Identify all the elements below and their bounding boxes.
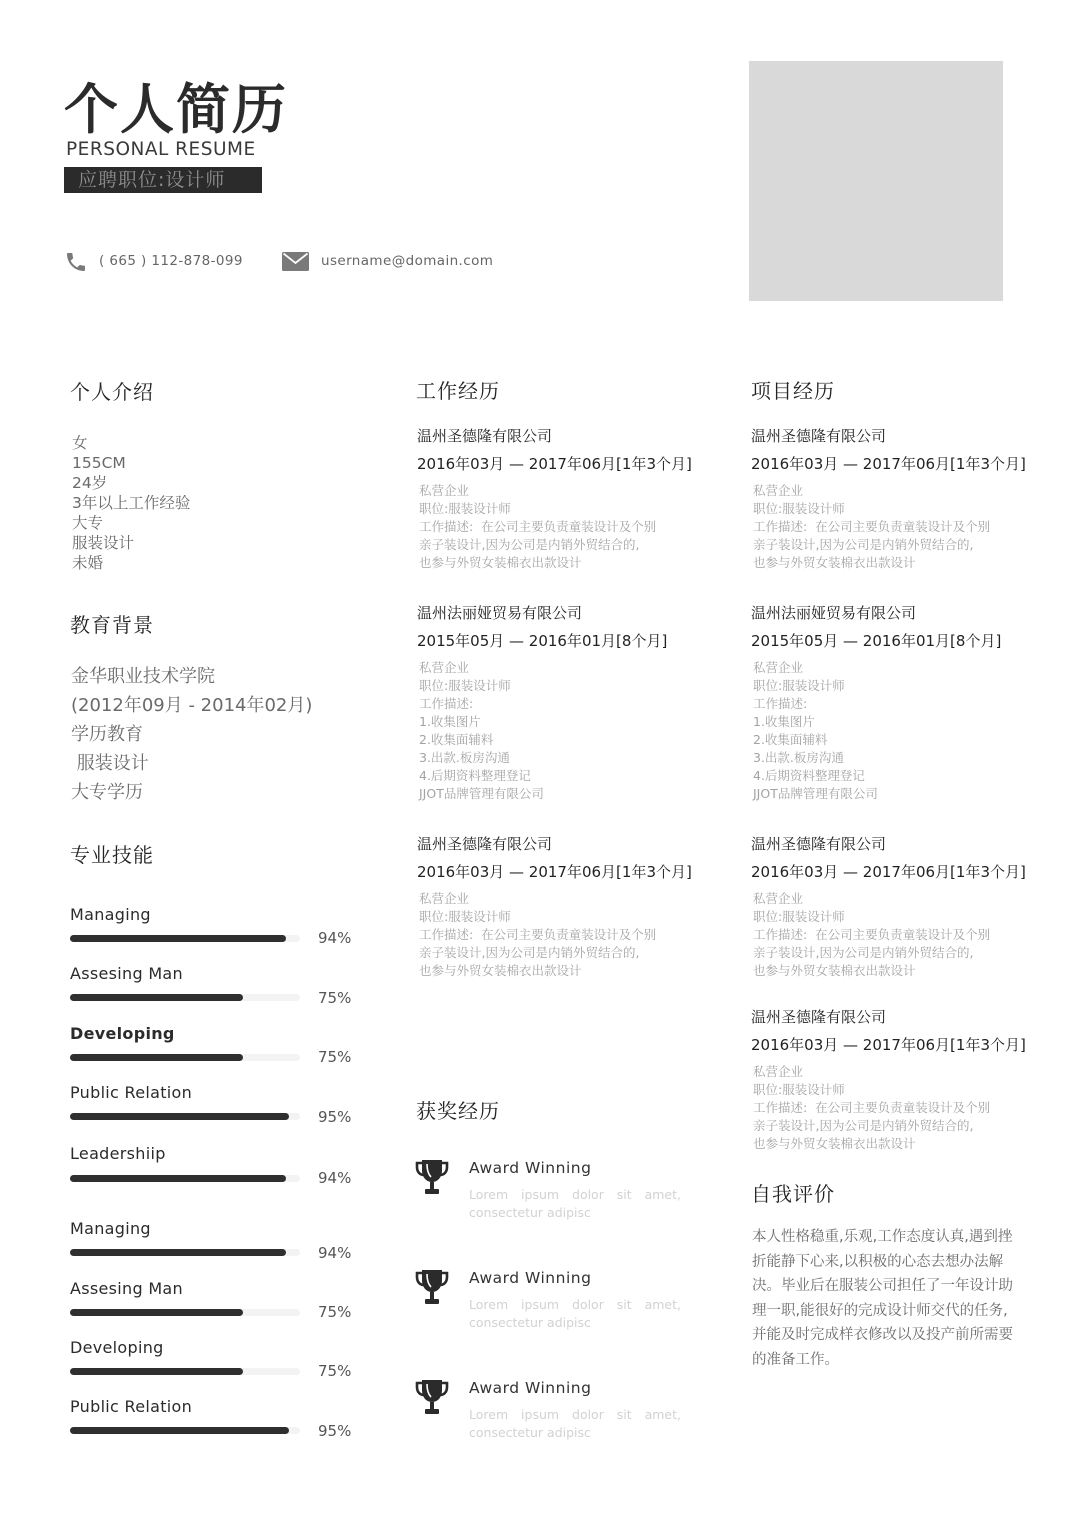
entry-description: [753, 482, 1023, 572]
skill-name: Managing: [70, 905, 151, 924]
resume-subtitle: PERSONAL RESUME: [66, 139, 256, 160]
education-item: 学历教育: [71, 724, 143, 745]
intro-item: 24岁: [72, 474, 108, 492]
trophy-icon: [414, 1378, 450, 1418]
skill-bar-fill: [70, 935, 286, 942]
entry-description: [419, 482, 689, 572]
entry-line: 1.收集图片: [753, 714, 815, 729]
intro-title: 个人介绍: [70, 380, 154, 404]
entry-company: 温州圣德隆有限公司: [751, 1008, 887, 1026]
trophy-icon: [414, 1158, 450, 1198]
skill-name: Assesing Man: [70, 964, 183, 983]
entry-line: 职位:服装设计师: [753, 501, 845, 516]
entry-line: 工作描述: 在公司主要负责童装设计及个别: [419, 927, 657, 942]
entry-date: 2016年03月 — 2017年06月[1年3个月]: [751, 455, 1026, 473]
self-eval-title: 自我评价: [751, 1182, 835, 1206]
entry-line: 亲子装设计,因为公司是内销外贸结合的,: [753, 1118, 974, 1133]
phone-number: ( 665 ) 112-878-099: [99, 253, 243, 269]
skill-percent: 95%: [318, 1108, 352, 1126]
email-icon: [282, 252, 309, 272]
education-item: (2012年09月 - 2014年02月): [71, 695, 313, 716]
entry-description: [419, 890, 689, 980]
entry-line: 职位:服装设计师: [419, 909, 511, 924]
entry-line: 职位:服装设计师: [753, 1082, 845, 1097]
entry-line: 也参与外贸女装棉衣出款设计: [753, 1136, 916, 1151]
intro-item: 大专: [72, 514, 104, 532]
entry-line: 工作描述: 在公司主要负责童装设计及个别: [753, 519, 991, 534]
education-item: 大专学历: [71, 782, 143, 803]
entry-line: 亲子装设计,因为公司是内销外贸结合的,: [753, 537, 974, 552]
entry-line: 亲子装设计,因为公司是内销外贸结合的,: [419, 537, 640, 552]
skill-name: Public Relation: [70, 1397, 193, 1416]
projects-title: 项目经历: [751, 379, 835, 403]
entry-line: 也参与外贸女装棉衣出款设计: [753, 963, 916, 978]
skill-percent: 75%: [318, 1048, 352, 1066]
entry-line: 工作描述: 在公司主要负责童装设计及个别: [419, 519, 657, 534]
award-title: Award Winning: [469, 1269, 592, 1287]
skill-name: Developing: [70, 1024, 175, 1043]
entry-line: 1.收集图片: [419, 714, 481, 729]
position-tag: 应聘职位:设计师: [64, 167, 262, 193]
entry-description: [753, 659, 1023, 803]
skill-percent: 95%: [318, 1422, 352, 1440]
email-address: username@domain.com: [321, 253, 494, 269]
entry-line: 职位:服装设计师: [753, 678, 845, 693]
entry-company: 温州圣德隆有限公司: [417, 835, 553, 853]
awards-title: 获奖经历: [416, 1099, 500, 1123]
phone-icon: [64, 250, 88, 274]
skill-percent: 94%: [318, 1244, 352, 1262]
trophy-icon: [414, 1268, 450, 1308]
entry-line: 私营企业: [419, 660, 470, 675]
entry-line: 工作描述:: [419, 696, 474, 711]
skills-title: 专业技能: [70, 843, 154, 867]
entry-description: [753, 1063, 1023, 1153]
education-title: 教育背景: [70, 613, 154, 637]
entry-date: 2015年05月 — 2016年01月[8个月]: [417, 632, 668, 650]
entry-line: JJOT品牌管理有限公司: [419, 786, 544, 801]
intro-item: 未婚: [72, 554, 104, 572]
award-description: Lorem ipsum dolor sit amet, consectetur adipisc: [469, 1297, 681, 1330]
skill-bar-track: [70, 1175, 300, 1182]
entry-line: 4.后期资料整理登记: [753, 768, 865, 783]
entry-line: 4.后期资料整理登记: [419, 768, 531, 783]
skill-bar-track: [70, 1368, 300, 1375]
entry-date: 2016年03月 — 2017年06月[1年3个月]: [751, 1036, 1026, 1054]
skill-percent: 75%: [318, 1303, 352, 1321]
entry-line: 私营企业: [419, 891, 470, 906]
self-eval-text: 本人性格稳重,乐观,工作态度认真,遇到挫折能静下心来,以积极的心态去想办法解决。毕业后在服装公司担任了一年设计助理一职,能很好的完成设计师交代的任务,并能及时完成样衣修改以及投产前所需要的准备工作。: [752, 1229, 1013, 1368]
skill-percent: 94%: [318, 929, 352, 947]
skill-bar-fill: [70, 1249, 286, 1256]
entry-company: 温州圣德隆有限公司: [417, 427, 553, 445]
entry-company: 温州圣德隆有限公司: [751, 427, 887, 445]
entry-line: 工作描述: 在公司主要负责童装设计及个别: [753, 1100, 991, 1115]
skill-percent: 94%: [318, 1169, 352, 1187]
skill-bar-fill: [70, 1175, 286, 1182]
skill-name: Managing: [70, 1219, 151, 1238]
award-description: Lorem ipsum dolor sit amet, consectetur adipisc: [469, 1407, 681, 1440]
work-title: 工作经历: [416, 379, 500, 403]
intro-item: 女: [72, 434, 88, 452]
skill-bar-track: [70, 1427, 300, 1434]
skill-name: Assesing Man: [70, 1279, 183, 1298]
entry-company: 温州圣德隆有限公司: [751, 835, 887, 853]
intro-list: [72, 433, 190, 573]
entry-line: 私营企业: [753, 1064, 804, 1079]
entry-line: 职位:服装设计师: [753, 909, 845, 924]
entry-line: 私营企业: [753, 660, 804, 675]
award-title: Award Winning: [469, 1379, 592, 1397]
entry-line: 3.出款.板房沟通: [753, 750, 844, 765]
skill-bar-track: [70, 994, 300, 1001]
skill-bar-track: [70, 1054, 300, 1061]
education-item: 服装设计: [71, 753, 149, 774]
entry-line: 私营企业: [419, 483, 470, 498]
intro-item: 3年以上工作经验: [72, 494, 191, 512]
entry-line: 2.收集面辅料: [419, 732, 494, 747]
entry-date: 2015年05月 — 2016年01月[8个月]: [751, 632, 1002, 650]
skill-bar-track: [70, 1249, 300, 1256]
entry-line: 也参与外贸女装棉衣出款设计: [753, 555, 916, 570]
skill-name: Developing: [70, 1338, 164, 1357]
entry-line: 亲子装设计,因为公司是内销外贸结合的,: [419, 945, 640, 960]
entry-line: JJOT品牌管理有限公司: [753, 786, 878, 801]
skill-bar-track: [70, 1113, 300, 1120]
skill-percent: 75%: [318, 989, 352, 1007]
skill-bar-fill: [70, 1309, 243, 1316]
entry-description: [753, 890, 1023, 980]
skill-bar-fill: [70, 994, 243, 1001]
resume-title: 个人简历: [64, 78, 288, 141]
skill-percent: 75%: [318, 1362, 352, 1380]
entry-line: 亲子装设计,因为公司是内销外贸结合的,: [753, 945, 974, 960]
intro-item: 155CM: [72, 454, 126, 472]
entry-line: 3.出款.板房沟通: [419, 750, 510, 765]
entry-description: [419, 659, 689, 803]
entry-line: 也参与外贸女装棉衣出款设计: [419, 963, 582, 978]
entry-line: 也参与外贸女装棉衣出款设计: [419, 555, 582, 570]
profile-photo-placeholder: [749, 61, 1003, 301]
skill-name: Leadershiip: [70, 1144, 166, 1163]
skill-bar-fill: [70, 1054, 243, 1061]
skill-bar-track: [70, 1309, 300, 1316]
entry-line: 工作描述:: [753, 696, 808, 711]
entry-line: 职位:服装设计师: [419, 501, 511, 516]
skill-name: Public Relation: [70, 1083, 193, 1102]
entry-line: 2.收集面辅料: [753, 732, 828, 747]
skill-bar-fill: [70, 1368, 243, 1375]
entry-line: 私营企业: [753, 483, 804, 498]
entry-line: 职位:服装设计师: [419, 678, 511, 693]
education-list: [71, 662, 312, 807]
entry-date: 2016年03月 — 2017年06月[1年3个月]: [751, 863, 1026, 881]
entry-line: 工作描述: 在公司主要负责童装设计及个别: [753, 927, 991, 942]
entry-line: 私营企业: [753, 891, 804, 906]
entry-date: 2016年03月 — 2017年06月[1年3个月]: [417, 863, 692, 881]
entry-company: 温州法丽娅贸易有限公司: [751, 604, 917, 622]
entry-company: 温州法丽娅贸易有限公司: [417, 604, 583, 622]
skill-bar-fill: [70, 1113, 289, 1120]
skill-bar-track: [70, 935, 300, 942]
skill-bar-fill: [70, 1427, 289, 1434]
entry-date: 2016年03月 — 2017年06月[1年3个月]: [417, 455, 692, 473]
award-description: Lorem ipsum dolor sit amet, consectetur adipisc: [469, 1187, 681, 1220]
award-title: Award Winning: [469, 1159, 592, 1177]
education-item: 金华职业技术学院: [71, 666, 215, 687]
intro-item: 服装设计: [72, 534, 135, 552]
